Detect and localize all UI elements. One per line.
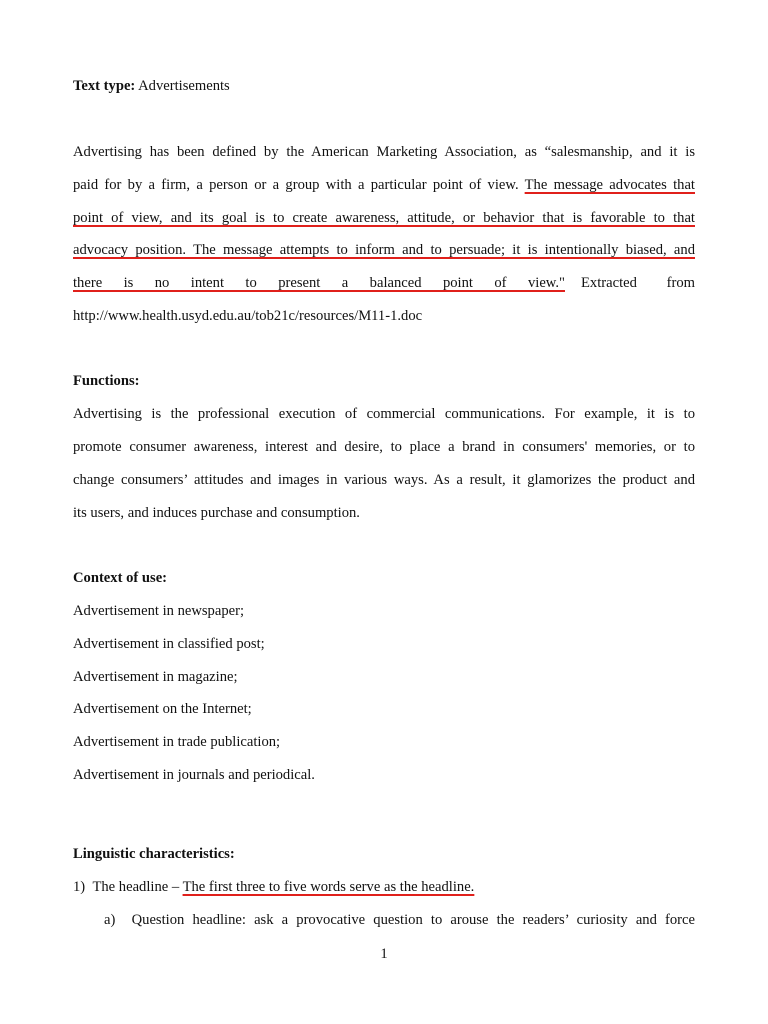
intro-line-2-plain: paid for by a firm, a person or a group with a particular point of view. bbox=[73, 177, 525, 193]
context-item: Advertisement in newspaper; bbox=[73, 603, 245, 619]
source-url: http://www.health.usyd.edu.au/tob21c/resources/M11-1.doc bbox=[73, 308, 423, 324]
intro-line-1: Advertising has been defined by the American Marketing Association, as “salesmanship, and it is bbox=[73, 144, 695, 160]
functions-line-4: its users, and induces purchase and consumption. bbox=[73, 505, 360, 521]
page-number: 1 bbox=[380, 946, 388, 962]
underlined-quote-start: The message advocates that bbox=[524, 177, 695, 193]
linguistic-heading: Linguistic characteristics: bbox=[73, 846, 235, 862]
context-item: Advertisement in trade publication; bbox=[73, 734, 281, 750]
text-type-line bbox=[73, 77, 695, 95]
context-item: Advertisement on the Internet; bbox=[73, 701, 252, 717]
functions-line-2: promote consumer awareness, interest and desire, to place a brand in consumers' memories, or to bbox=[73, 439, 695, 455]
headline-item-underlined: The first three to five words serve as the headline. bbox=[182, 879, 475, 895]
context-item: Advertisement in magazine; bbox=[73, 669, 238, 685]
intro-line-5 bbox=[73, 274, 695, 292]
underlined-quote-line-5 bbox=[73, 274, 565, 292]
text-type-label: Text type: bbox=[73, 78, 136, 94]
headline-item-prefix: 1) The headline – bbox=[73, 879, 183, 895]
intro-line-3 bbox=[73, 209, 695, 227]
text-type-value: Advertisements bbox=[135, 78, 230, 94]
underlined-quote-line-4: advocacy position. The message attempts to inform and to persuade; it is intentionally biased, and bbox=[73, 242, 695, 258]
context-item: Advertisement in journals and periodical. bbox=[73, 767, 315, 783]
question-headline-item: a) Question headline: ask a provocative question to arouse the readers’ curiosity and force bbox=[104, 912, 695, 928]
intro-line-2 bbox=[73, 176, 695, 194]
context-heading: Context of use: bbox=[73, 570, 168, 586]
intro-line-4 bbox=[73, 241, 695, 259]
functions-line-1: Advertising is the professional execution of commercial communications. For example, it is to bbox=[73, 406, 695, 422]
extracted-from bbox=[581, 274, 695, 292]
functions-heading: Functions: bbox=[73, 373, 140, 389]
headline-item bbox=[73, 878, 695, 896]
context-item: Advertisement in classified post; bbox=[73, 636, 265, 652]
underlined-quote-line-3: point of view, and its goal is to create awareness, attitude, or behavior that is favorable to that bbox=[73, 210, 695, 226]
functions-line-3: change consumers’ attitudes and images in various ways. As a result, it glamorizes the product and bbox=[73, 472, 695, 488]
extracted-from-text: Extracted from bbox=[581, 275, 695, 291]
quote-words: there is no intent to present a balanced point of view." bbox=[73, 275, 565, 291]
